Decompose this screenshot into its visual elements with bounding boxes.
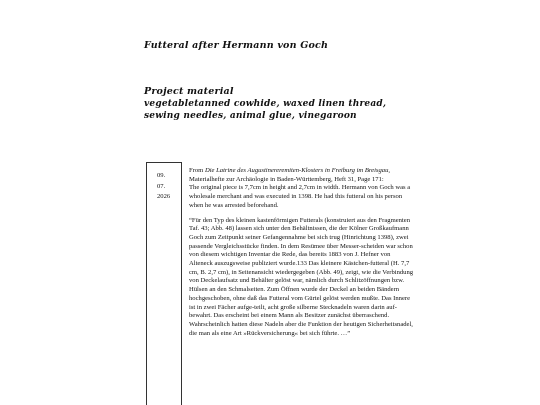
source-details: , Materialhefte zur Archäologie in Baden-Württemberg, Heft 31, Page 171: — [189, 167, 391, 183]
materials-list: vegetabletanned cowhide, waxed linen thread, sewing needles, animal glue, vinegaroon — [144, 99, 387, 121]
date-column — [146, 162, 182, 405]
quoted-passage: “Für den Typ des kleinen kastenförmigen Futterals (konstruiert aus den Fragmenten Taf. 43; Abb. 48) lassen sich unter den Behältnissen, die der Kölner Großkaufmann Goch zum Zeitpunkt seiner Gefangennahme bei sich trug (Hinrichtung 1398), zwei passende Vergleichsstücke finden. In dem Resümee über Messer-scheiden war schon von diesem wichtigen Inventar die Rede, das bereits 1883 von J. Hefner von Alteneck auszugsweise publiziert wurde.133 Das kleinere Kästchen-futteral (H. 7,7 cm, B. 2,7 cm), in Seitenansicht wiedergegeben (Abb. 49), zeigt, wie die Verbindung von Deckelaufsatz und Behälter gelöst war, nämlich durch Schlitzöffnungen bzw. Hülsen an den Schmalseiten. Zum Öffnen wurde der Deckel an beiden Bändern hochgeschoben, ohne daß das Futteral vom Gürtel gelöst werden mußte. Das Innere ist in zwei Fächer aufge-teilt, acht große silberne Stecknadeln waren darin auf-bewahrt. Das erscheint bei einem Mann als Besitzer zunächst überraschend. Wahrscheinlich hatten diese Nadeln aber die Funktion der heutigen Sicherheitsnadel, die man als eine Art »Rückversicherung« bei sich führte. …” — [189, 216, 414, 337]
source-citation — [189, 167, 414, 211]
entry-date: 09. 07. 2026 — [157, 172, 171, 200]
source-prefix: From — [189, 167, 205, 174]
entry-description: The original piece is 7,7cm in height and 2,7cm in width. Hermann von Goch was a wholesale merchant and was executed in 1398. He had this futteral on his person when he was arrested beforehand. — [189, 184, 411, 209]
entry-body — [189, 167, 414, 344]
project-material-heading: Project material — [144, 86, 234, 97]
document-title: Futteral after Hermann von Goch — [144, 40, 329, 51]
source-title: Die Latrine des Augustinereremiten-Klosters in Freiburg im Breisgau — [204, 167, 389, 174]
